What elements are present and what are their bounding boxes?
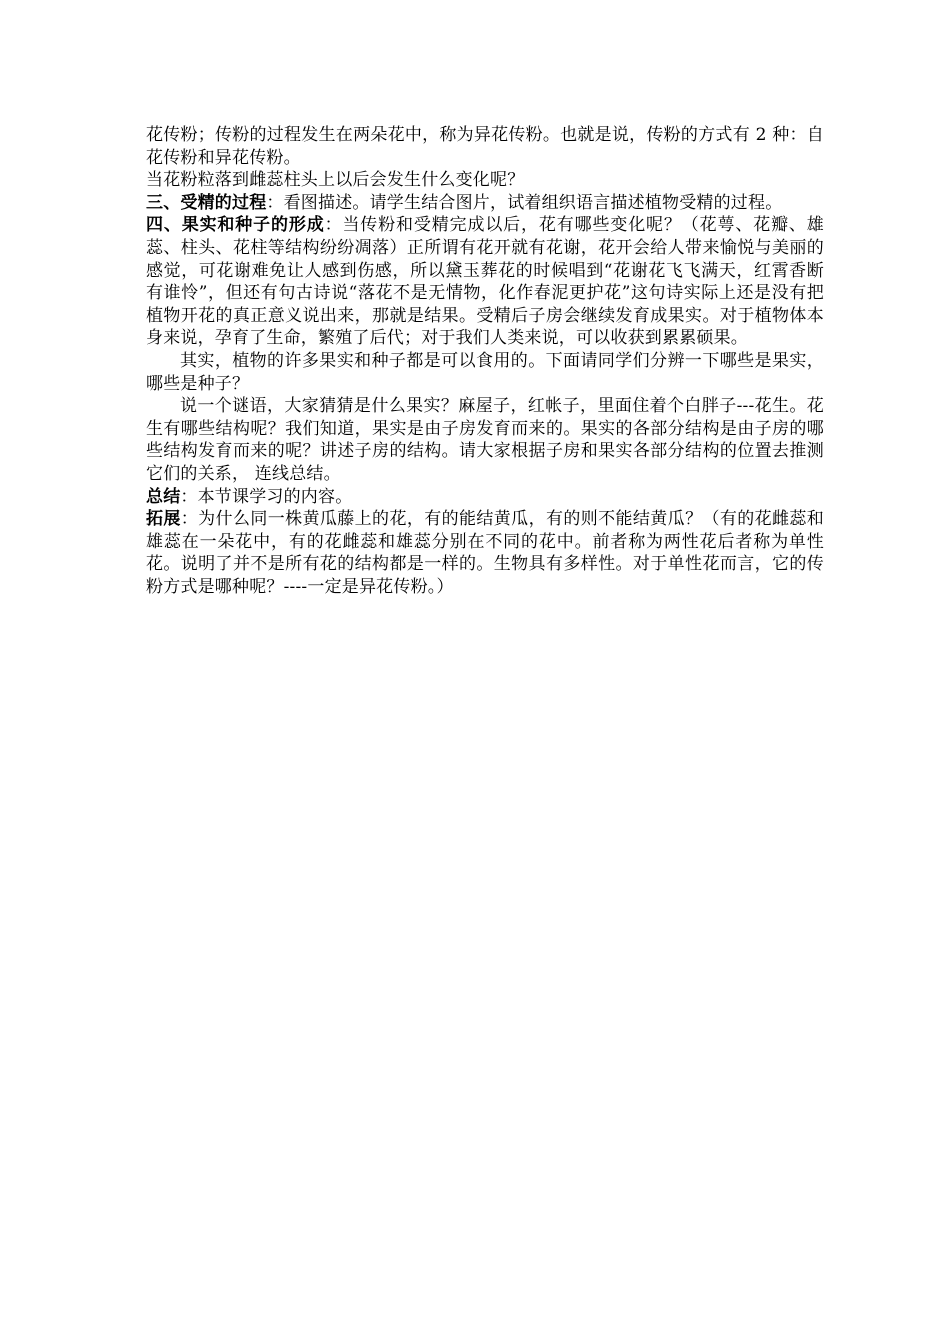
section-text-fruit-seed: ：当传粉和受精完成以后，花有哪些变化呢？（花萼、花瓣、雄蕊、柱头、花柱等结构纷纷凋落）正所谓有花开就有花谢，花开会给人带来愉悦与美丽的感觉，可花谢难免让人感到伤感，所以黛玉葬花的时候唱到“花谢花飞飞满天，红霄香断有谁怜”，但还有句古诗说“落花不是无情物，化作春泥更护花”这句诗实际上还是没有把植物开花的真正意义说出来，那就是结果。受精后子房会继续发育成果实。对于植物体本身来说，孕育了生命，繁殖了后代；对于我们人类来说，可以收获到累累硕果。	[146, 215, 824, 349]
section-text-fertilization: ：看图描述。请学生结合图片，试着组织语言描述植物受精的过程。	[266, 192, 783, 213]
section-heading-fruit-seed: 四、果实和种子的形成	[146, 215, 325, 236]
section-text-extension: ：为什么同一株黄瓜藤上的花，有的能结黄瓜，有的则不能结黄瓜？（有的花雌蕊和雄蕊在一朵花中，有的花雌蕊和雄蕊分别在不同的花中。前者称为两性花后者称为单性花。说明了并不是所有花的结构都是一样的。生物具有多样性。对于单性花而言，它的传粉方式是哪种呢？----一定是异花传粉。）	[146, 509, 824, 597]
paragraph-question: 当花粉粒落到雌蕊柱头上以后会发生什么变化呢？	[146, 170, 525, 191]
paragraph-fertilization	[146, 192, 824, 215]
section-heading-summary: 总结	[146, 486, 181, 507]
paragraph-riddle: 说一个谜语，大家猜猜是什么果实？麻屋子，红帐子，里面住着个白胖子---花生。花生有哪些结构呢？我们知道，果实是由子房发育而来的。果实的各部分结构是由子房的哪些结构发育而来的呢？讲述子房的结构。请大家根据子房和果实各部分结构的位置去推测它们的关系， 连线总结。	[146, 396, 824, 484]
section-text-summary: ：本节课学习的内容。	[180, 486, 353, 507]
paragraph-extension	[146, 508, 824, 598]
section-heading-extension: 拓展	[146, 509, 181, 530]
paragraph-edible: 其实，植物的许多果实和种子都是可以食用的。下面请同学们分辨一下哪些是果实，哪些是种子？	[146, 350, 824, 394]
section-heading-fertilization: 三、受精的过程	[146, 192, 267, 213]
paragraph-pollination: 花传粉；传粉的过程发生在两朵花中，称为异花传粉。也就是说，传粉的方式有 2 种：自花传粉和异花传粉。	[146, 125, 824, 168]
document-page	[146, 124, 824, 598]
paragraph-fruit-seed	[146, 214, 824, 350]
paragraph-summary	[146, 486, 824, 509]
